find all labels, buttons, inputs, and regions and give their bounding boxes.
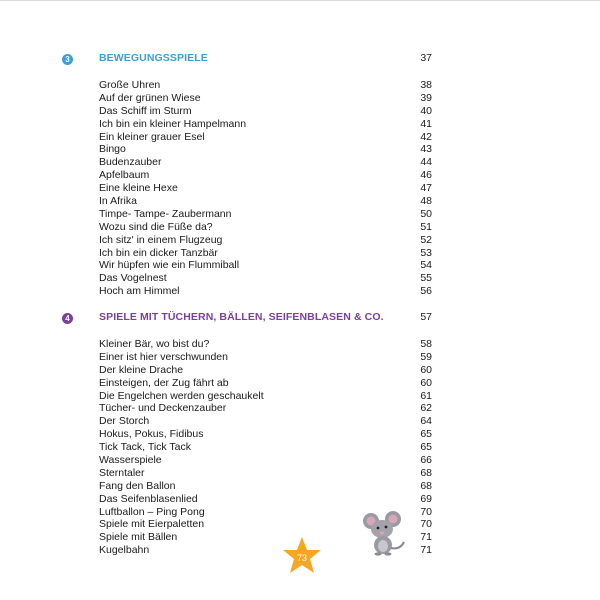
- entry-page: 70: [420, 518, 432, 531]
- entry-title: Einer ist hier verschwunden: [99, 350, 228, 363]
- entry-title: Spiele mit Eierpaletten: [99, 518, 205, 531]
- entry-title: Das Vogelnest: [99, 272, 167, 285]
- mouse-illustration: [360, 510, 408, 556]
- entry-title: Ein kleiner grauer Esel: [99, 130, 205, 143]
- entry-title: Wasserspiele: [99, 454, 162, 467]
- entry-page: 42: [420, 130, 432, 143]
- toc-entry: [99, 234, 432, 247]
- entry-page: 56: [420, 285, 432, 298]
- entry-title: Das Schiff im Sturm: [99, 104, 192, 117]
- entry-list: [99, 79, 432, 298]
- toc-entry: [99, 195, 432, 208]
- entry-title: Luftballon – Ping Pong: [99, 505, 205, 518]
- entry-title: Einsteigen, der Zug fährt ab: [99, 376, 229, 389]
- top-divider: [0, 0, 600, 1]
- toc-entry: [99, 377, 432, 390]
- entry-page: 71: [420, 544, 432, 557]
- entry-title: Große Uhren: [99, 79, 161, 91]
- entry-page: 66: [420, 454, 432, 467]
- section-number-badge: 4: [62, 313, 73, 324]
- entry-page: 70: [420, 505, 432, 518]
- entry-title: Das Seifenblasenlied: [99, 492, 198, 505]
- toc-entry: [99, 182, 432, 195]
- entry-title: Eine kleine Hexe: [99, 182, 178, 195]
- entry-title: Ich sitz' in einem Flugzeug: [99, 233, 223, 246]
- entry-page: 60: [420, 376, 432, 389]
- entry-page: 64: [420, 415, 432, 428]
- entry-page: 39: [420, 91, 432, 104]
- toc-entry: [99, 402, 432, 415]
- star-icon: [282, 536, 322, 576]
- toc-entry: [99, 259, 432, 272]
- entry-title: Kleiner Bär, wo bist du?: [99, 338, 210, 350]
- entry-title: Tücher- und Deckenzauber: [99, 402, 227, 415]
- toc-entry: [99, 364, 432, 377]
- entry-page: 46: [420, 169, 432, 182]
- toc-entry: [99, 105, 432, 118]
- entry-page: 52: [420, 233, 432, 246]
- entry-title: Der kleine Drache: [99, 363, 184, 376]
- entry-title: Bingo: [99, 143, 126, 156]
- toc-entry: [99, 351, 432, 364]
- entry-title: Hokus, Pokus, Fidibus: [99, 428, 204, 441]
- toc-entry: [99, 441, 432, 454]
- toc-entry: [99, 338, 432, 351]
- entry-page: 51: [420, 220, 432, 233]
- entry-page: 43: [420, 143, 432, 156]
- toc-entry: [99, 285, 432, 298]
- entry-title: Spiele mit Bällen: [99, 531, 178, 544]
- toc-entry: [99, 247, 432, 260]
- entry-page: 47: [420, 182, 432, 195]
- section-page: 37: [420, 52, 432, 64]
- toc-entry: [99, 454, 432, 467]
- entry-page: 68: [420, 466, 432, 479]
- toc-entry: [99, 143, 432, 156]
- entry-title: Tick Tack, Tick Tack: [99, 441, 191, 454]
- toc-entry: [99, 493, 432, 506]
- entry-page: 44: [420, 156, 432, 169]
- entry-page: 60: [420, 363, 432, 376]
- entry-page: 38: [420, 79, 432, 91]
- entry-title: Auf der grünen Wiese: [99, 91, 201, 104]
- entry-title: Die Engelchen werden geschaukelt: [99, 389, 264, 402]
- toc-entry: [99, 156, 432, 169]
- entry-page: 41: [420, 117, 432, 130]
- entry-title: Hoch am Himmel: [99, 285, 180, 298]
- section-title: BEWEGUNGSSPIELE: [99, 52, 208, 64]
- toc-entry: [99, 221, 432, 234]
- entry-title: Fang den Ballon: [99, 479, 176, 492]
- entry-page: 48: [420, 195, 432, 208]
- page-number: 73: [296, 553, 308, 563]
- entry-title: Wozu sind die Füße da?: [99, 220, 213, 233]
- section-page: 57: [420, 311, 432, 323]
- entry-page: 53: [420, 246, 432, 259]
- entry-title: Sterntaler: [99, 466, 145, 479]
- section-number-badge: 3: [62, 54, 73, 65]
- section-header: [62, 311, 432, 327]
- entry-page: 58: [420, 338, 432, 350]
- toc-entry: [99, 208, 432, 221]
- toc-entry: [99, 272, 432, 285]
- entry-page: 71: [420, 531, 432, 544]
- entry-title: Ich bin ein dicker Tanzbär: [99, 246, 218, 259]
- entry-page: 55: [420, 272, 432, 285]
- entry-title: Budenzauber: [99, 156, 162, 169]
- entry-title: Kugelbahn: [99, 544, 150, 557]
- toc-entry: [99, 169, 432, 182]
- entry-page: 54: [420, 259, 432, 272]
- toc-section-4: [62, 311, 432, 557]
- entry-title: Der Storch: [99, 415, 150, 428]
- entry-page: 40: [420, 104, 432, 117]
- entry-page: 62: [420, 402, 432, 415]
- entry-page: 59: [420, 350, 432, 363]
- entry-page: 61: [420, 389, 432, 402]
- entry-page: 65: [420, 428, 432, 441]
- entry-page: 65: [420, 441, 432, 454]
- entry-title: Ich bin ein kleiner Hampelmann: [99, 117, 247, 130]
- entry-page: 68: [420, 479, 432, 492]
- section-title: SPIELE MIT TÜCHERN, BÄLLEN, SEIFENBLASEN & CO.: [99, 311, 384, 323]
- toc-entry: [99, 428, 432, 441]
- toc-entry: [99, 390, 432, 403]
- entry-title: Apfelbaum: [99, 169, 150, 182]
- toc-entry: [99, 118, 432, 131]
- toc-entry: [99, 480, 432, 493]
- toc-entry: [99, 79, 432, 92]
- toc-entry: [99, 92, 432, 105]
- entry-title: Wir hüpfen wie ein Flummiball: [99, 259, 240, 272]
- toc-entry: [99, 467, 432, 480]
- entry-page: 50: [420, 207, 432, 220]
- toc-entry: [99, 415, 432, 428]
- toc-entry: [99, 131, 432, 144]
- entry-title: In Afrika: [99, 195, 137, 208]
- toc-section-3: [62, 52, 432, 298]
- entry-title: Timpe- Tampe- Zaubermann: [99, 207, 232, 220]
- entry-page: 69: [420, 492, 432, 505]
- section-header: [62, 52, 432, 68]
